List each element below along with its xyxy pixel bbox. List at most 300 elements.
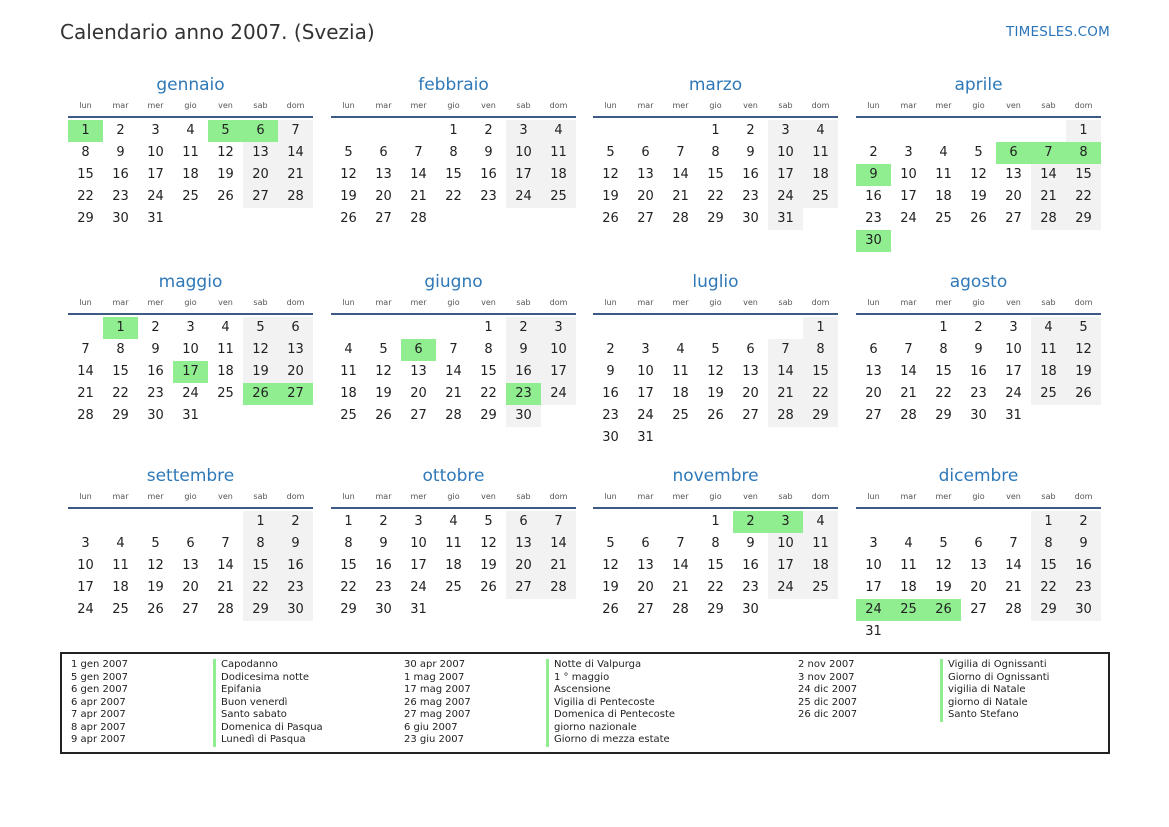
weekday-label: lun — [604, 298, 617, 307]
day-cell: 2 — [746, 123, 755, 138]
day-cell: 29 — [935, 408, 952, 423]
weekday-label: dom — [286, 298, 305, 307]
day-cell: 28 — [410, 211, 427, 226]
legend-date: 23 giu 2007 — [404, 734, 464, 745]
day-cell: 25 — [112, 602, 129, 617]
day-cell: 10 — [865, 558, 882, 573]
holiday-day-cell: 6 — [243, 120, 278, 142]
day-cell: 18 — [217, 364, 234, 379]
day-cell: 13 — [970, 558, 987, 573]
day-cell: 30 — [742, 602, 759, 617]
day-cell: 11 — [1031, 339, 1066, 361]
day-cell: 12 — [375, 364, 392, 379]
holiday-day-cell: 23 — [506, 383, 541, 405]
day-cell: 2 — [974, 320, 983, 335]
day-cell: 14 — [1005, 558, 1022, 573]
day-cell: 4 — [541, 120, 576, 142]
day-cell: 14 — [217, 558, 234, 573]
day-cell: 5 — [606, 536, 615, 551]
day-cell: 19 — [147, 580, 164, 595]
empty-cell — [628, 511, 663, 533]
holiday-day-cell: 7 — [1031, 142, 1066, 164]
days-grid — [331, 120, 576, 230]
day-cell: 19 — [602, 580, 619, 595]
weekday-header — [331, 100, 576, 118]
day-cell: 7 — [904, 342, 913, 357]
weekday-label: mar — [900, 492, 917, 501]
month-settembre — [68, 464, 313, 621]
day-cell: 7 — [449, 342, 458, 357]
empty-cell — [856, 317, 891, 339]
day-cell: 13 — [506, 533, 541, 555]
weekday-header — [856, 491, 1101, 509]
day-cell: 20 — [970, 580, 987, 595]
day-cell: 19 — [340, 189, 357, 204]
day-cell: 6 — [869, 342, 878, 357]
day-cell: 27 — [243, 186, 278, 208]
holiday-day-cell: 5 — [208, 120, 243, 142]
days-grid — [68, 511, 313, 621]
day-cell: 23 — [112, 189, 129, 204]
day-cell: 1 — [939, 320, 948, 335]
weekday-label: sab — [253, 298, 268, 307]
day-cell: 8 — [711, 536, 720, 551]
legend-row — [62, 659, 323, 672]
legend-holiday-name: Notte di Valpurga — [546, 659, 641, 672]
day-cell: 4 — [449, 514, 458, 529]
day-cell: 2 — [278, 511, 313, 533]
day-cell: 10 — [900, 167, 917, 182]
day-cell: 20 — [243, 164, 278, 186]
day-cell: 24 — [637, 408, 654, 423]
day-cell: 16 — [1066, 555, 1101, 577]
weekday-label: mer — [935, 298, 952, 307]
day-cell: 8 — [243, 533, 278, 555]
weekday-label: gio — [972, 492, 985, 501]
page-title: Calendario anno 2007. (Svezia) — [60, 20, 375, 44]
legend-column — [789, 659, 1049, 722]
day-cell: 13 — [375, 167, 392, 182]
day-cell: 20 — [865, 386, 882, 401]
day-cell: 8 — [1031, 533, 1066, 555]
day-cell: 20 — [375, 189, 392, 204]
legend-holiday-name: Santo Stefano — [940, 709, 1019, 722]
day-cell: 7 — [81, 342, 90, 357]
day-cell: 3 — [904, 145, 913, 160]
weekday-label: dom — [549, 492, 568, 501]
day-cell: 16 — [970, 364, 987, 379]
legend-row — [789, 659, 1049, 672]
day-cell: 11 — [803, 142, 838, 164]
day-cell: 17 — [77, 580, 94, 595]
day-cell: 3 — [869, 536, 878, 551]
day-cell: 17 — [410, 558, 427, 573]
day-cell: 22 — [77, 189, 94, 204]
day-cell: 19 — [375, 386, 392, 401]
empty-cell — [698, 317, 733, 339]
day-cell: 14 — [278, 142, 313, 164]
day-cell: 23 — [147, 386, 164, 401]
day-cell: 4 — [186, 123, 195, 138]
day-cell: 29 — [340, 602, 357, 617]
day-cell: 21 — [768, 383, 803, 405]
day-cell: 25 — [445, 580, 462, 595]
month-febbraio — [331, 73, 576, 230]
day-cell: 9 — [379, 536, 388, 551]
day-cell: 15 — [77, 167, 94, 182]
legend-row — [395, 734, 675, 747]
weekday-label: mer — [147, 298, 164, 307]
legend-date: 6 giu 2007 — [404, 721, 458, 733]
legend-holiday-name: Ascensione — [546, 684, 611, 697]
weekday-label: mer — [147, 101, 164, 110]
weekday-label: sab — [516, 492, 531, 501]
empty-cell — [1031, 120, 1066, 142]
empty-cell — [926, 120, 961, 142]
month-name: ottobre — [422, 466, 485, 486]
day-cell: 11 — [445, 536, 462, 551]
day-cell: 24 — [900, 211, 917, 226]
day-cell: 1 — [243, 511, 278, 533]
day-cell: 18 — [803, 164, 838, 186]
day-cell: 20 — [637, 189, 654, 204]
legend-date: 2 nov 2007 — [798, 659, 855, 670]
day-cell: 28 — [672, 211, 689, 226]
day-cell: 20 — [506, 555, 541, 577]
weekday-label: ven — [743, 492, 758, 501]
weekday-label: mer — [672, 492, 689, 501]
day-cell: 21 — [445, 386, 462, 401]
day-cell: 22 — [707, 580, 724, 595]
day-cell: 11 — [112, 558, 129, 573]
day-cell: 23 — [480, 189, 497, 204]
day-cell: 23 — [278, 577, 313, 599]
days-grid — [856, 317, 1101, 427]
empty-cell — [436, 317, 471, 339]
weekday-label: sab — [253, 101, 268, 110]
day-cell: 7 — [541, 511, 576, 533]
day-cell: 1 — [711, 123, 720, 138]
day-cell: 13 — [243, 142, 278, 164]
day-cell: 9 — [484, 145, 493, 160]
legend-holiday-name: Lunedì di Pasqua — [213, 734, 306, 747]
day-cell: 18 — [445, 558, 462, 573]
empty-cell — [593, 511, 628, 533]
day-cell: 18 — [112, 580, 129, 595]
legend-date: 26 mag 2007 — [404, 696, 471, 708]
day-cell: 15 — [243, 555, 278, 577]
day-cell: 6 — [278, 317, 313, 339]
day-cell: 24 — [541, 383, 576, 405]
weekday-label: sab — [778, 492, 793, 501]
empty-cell — [663, 120, 698, 142]
weekday-label: dom — [1074, 101, 1093, 110]
weekday-label: ven — [218, 101, 233, 110]
day-cell: 2 — [1066, 511, 1101, 533]
day-cell: 14 — [672, 167, 689, 182]
day-cell: 12 — [480, 536, 497, 551]
day-cell: 25 — [217, 386, 234, 401]
day-cell: 8 — [344, 536, 353, 551]
day-cell: 10 — [1005, 342, 1022, 357]
day-cell: 8 — [116, 342, 125, 357]
day-cell: 27 — [410, 408, 427, 423]
weekday-label: lun — [79, 101, 92, 110]
weekday-label: ven — [1006, 298, 1021, 307]
day-cell: 9 — [746, 536, 755, 551]
empty-cell — [68, 511, 103, 533]
day-cell: 13 — [278, 339, 313, 361]
weekday-header — [856, 297, 1101, 315]
holiday-day-cell: 3 — [768, 511, 803, 533]
empty-cell — [593, 120, 628, 142]
days-grid — [856, 120, 1101, 252]
day-cell: 11 — [900, 558, 917, 573]
legend-row — [62, 722, 323, 735]
weekday-header — [68, 100, 313, 118]
weekday-label: ven — [743, 101, 758, 110]
day-cell: 18 — [672, 386, 689, 401]
day-cell: 16 — [278, 555, 313, 577]
day-cell: 3 — [81, 536, 90, 551]
weekday-label: mar — [375, 101, 392, 110]
day-cell: 7 — [221, 536, 230, 551]
weekday-label: lun — [79, 492, 92, 501]
empty-cell — [173, 511, 208, 533]
days-grid — [68, 120, 313, 230]
weekday-label: gio — [709, 492, 722, 501]
day-cell: 15 — [480, 364, 497, 379]
day-cell: 26 — [217, 189, 234, 204]
day-cell: 9 — [278, 533, 313, 555]
weekday-header — [331, 491, 576, 509]
day-cell: 28 — [217, 602, 234, 617]
empty-cell — [366, 317, 401, 339]
weekday-label: mer — [935, 101, 952, 110]
weekday-label: lun — [604, 492, 617, 501]
day-cell: 10 — [77, 558, 94, 573]
weekday-label: mar — [637, 298, 654, 307]
day-cell: 29 — [707, 211, 724, 226]
month-name: novembre — [672, 466, 759, 486]
days-grid — [593, 511, 838, 621]
weekday-label: dom — [549, 298, 568, 307]
day-cell: 29 — [707, 602, 724, 617]
day-cell: 22 — [445, 189, 462, 204]
empty-cell — [891, 120, 926, 142]
day-cell: 25 — [935, 211, 952, 226]
day-cell: 14 — [410, 167, 427, 182]
day-cell: 10 — [637, 364, 654, 379]
day-cell: 4 — [221, 320, 230, 335]
day-cell: 30 — [506, 405, 541, 427]
weekday-label: gio — [447, 101, 460, 110]
day-cell: 2 — [379, 514, 388, 529]
weekday-label: gio — [972, 298, 985, 307]
day-cell: 3 — [1009, 320, 1018, 335]
holiday-day-cell: 30 — [856, 230, 891, 252]
day-cell: 5 — [379, 342, 388, 357]
weekday-label: sab — [1041, 298, 1056, 307]
legend-holiday-name: Domenica di Pentecoste — [546, 709, 675, 722]
day-cell: 25 — [541, 186, 576, 208]
weekday-label: dom — [1074, 298, 1093, 307]
day-cell: 1 — [484, 320, 493, 335]
day-cell: 19 — [707, 386, 724, 401]
legend-holiday-name: Epifania — [213, 684, 261, 697]
day-cell: 13 — [637, 167, 654, 182]
day-cell: 10 — [768, 533, 803, 555]
day-cell: 27 — [865, 408, 882, 423]
weekday-label: mer — [672, 298, 689, 307]
day-cell: 15 — [112, 364, 129, 379]
month-luglio — [593, 270, 838, 449]
month-name: febbraio — [418, 75, 489, 95]
day-cell: 13 — [182, 558, 199, 573]
days-grid — [856, 511, 1101, 643]
weekday-label: ven — [218, 492, 233, 501]
day-cell: 12 — [602, 167, 619, 182]
day-cell: 29 — [1031, 599, 1066, 621]
legend-date: 30 apr 2007 — [404, 659, 466, 670]
weekday-label: ven — [1006, 492, 1021, 501]
day-cell: 12 — [340, 167, 357, 182]
day-cell: 18 — [340, 386, 357, 401]
day-cell: 5 — [151, 536, 160, 551]
day-cell: 4 — [116, 536, 125, 551]
legend-column — [62, 659, 323, 747]
day-cell: 19 — [480, 558, 497, 573]
legend-date: 25 dic 2007 — [798, 696, 858, 708]
day-cell: 5 — [711, 342, 720, 357]
day-cell: 29 — [243, 599, 278, 621]
day-cell: 21 — [1005, 580, 1022, 595]
day-cell: 28 — [541, 577, 576, 599]
day-cell: 12 — [707, 364, 724, 379]
day-cell: 6 — [641, 536, 650, 551]
legend-date: 9 apr 2007 — [71, 734, 126, 745]
empty-cell — [856, 511, 891, 533]
day-cell: 7 — [278, 120, 313, 142]
weekday-label: lun — [867, 101, 880, 110]
weekday-label: mer — [672, 101, 689, 110]
weekday-label: gio — [184, 492, 197, 501]
day-cell: 16 — [742, 167, 759, 182]
day-cell: 25 — [803, 186, 838, 208]
weekday-label: sab — [253, 492, 268, 501]
day-cell: 27 — [970, 602, 987, 617]
day-cell: 26 — [480, 580, 497, 595]
day-cell: 15 — [1031, 555, 1066, 577]
weekday-label: ven — [218, 298, 233, 307]
weekday-label: mer — [935, 492, 952, 501]
legend-date: 27 mag 2007 — [404, 709, 471, 720]
day-cell: 4 — [344, 342, 353, 357]
day-cell: 16 — [375, 558, 392, 573]
day-cell: 10 — [768, 142, 803, 164]
day-cell: 18 — [1031, 361, 1066, 383]
day-cell: 4 — [939, 145, 948, 160]
weekday-label: mar — [112, 101, 129, 110]
day-cell: 9 — [974, 342, 983, 357]
legend-holiday-name: vigilia di Natale — [940, 684, 1026, 697]
day-cell: 6 — [974, 536, 983, 551]
weekday-label: mar — [112, 492, 129, 501]
weekday-label: gio — [447, 298, 460, 307]
day-cell: 19 — [602, 189, 619, 204]
month-agosto — [856, 270, 1101, 427]
month-dicembre — [856, 464, 1101, 643]
legend-row — [789, 709, 1049, 722]
day-cell: 12 — [970, 167, 987, 182]
day-cell: 13 — [742, 364, 759, 379]
weekday-label: gio — [709, 101, 722, 110]
day-cell: 27 — [506, 577, 541, 599]
empty-cell — [996, 120, 1031, 142]
month-maggio — [68, 270, 313, 427]
holiday-day-cell: 24 — [856, 599, 891, 621]
day-cell: 20 — [637, 580, 654, 595]
day-cell: 25 — [182, 189, 199, 204]
day-cell: 14 — [1031, 164, 1066, 186]
day-cell: 4 — [676, 342, 685, 357]
days-grid — [68, 317, 313, 427]
legend-holiday-name: Buon venerdì — [213, 697, 287, 710]
day-cell: 9 — [1066, 533, 1101, 555]
day-cell: 14 — [77, 364, 94, 379]
day-cell: 31 — [768, 208, 803, 230]
weekday-label: ven — [481, 298, 496, 307]
day-cell: 8 — [939, 342, 948, 357]
empty-cell — [926, 511, 961, 533]
day-cell: 16 — [865, 189, 882, 204]
day-cell: 27 — [637, 602, 654, 617]
day-cell: 15 — [445, 167, 462, 182]
day-cell: 11 — [672, 364, 689, 379]
holiday-day-cell: 9 — [856, 164, 891, 186]
day-cell: 13 — [637, 558, 654, 573]
day-cell: 2 — [606, 342, 615, 357]
legend-holiday-name: Capodanno — [213, 659, 278, 672]
day-cell: 16 — [147, 364, 164, 379]
day-cell: 28 — [768, 405, 803, 427]
legend-row — [395, 697, 675, 710]
weekday-label: mar — [900, 101, 917, 110]
legend-row — [62, 734, 323, 747]
legend-row — [789, 697, 1049, 710]
day-cell: 31 — [147, 211, 164, 226]
site-link[interactable]: TIMESLES.COM — [1006, 24, 1110, 40]
day-cell: 23 — [742, 580, 759, 595]
legend-date: 3 nov 2007 — [798, 671, 855, 683]
weekday-header — [331, 297, 576, 315]
day-cell: 26 — [340, 211, 357, 226]
day-cell: 11 — [935, 167, 952, 182]
day-cell: 22 — [340, 580, 357, 595]
legend-date: 6 apr 2007 — [71, 696, 126, 708]
day-cell: 7 — [1009, 536, 1018, 551]
day-cell: 3 — [151, 123, 160, 138]
day-cell: 15 — [340, 558, 357, 573]
day-cell: 15 — [803, 361, 838, 383]
day-cell: 26 — [375, 408, 392, 423]
day-cell: 14 — [541, 533, 576, 555]
day-cell: 25 — [340, 408, 357, 423]
day-cell: 21 — [77, 386, 94, 401]
weekday-label: mar — [375, 492, 392, 501]
day-cell: 15 — [1066, 164, 1101, 186]
day-cell: 29 — [480, 408, 497, 423]
